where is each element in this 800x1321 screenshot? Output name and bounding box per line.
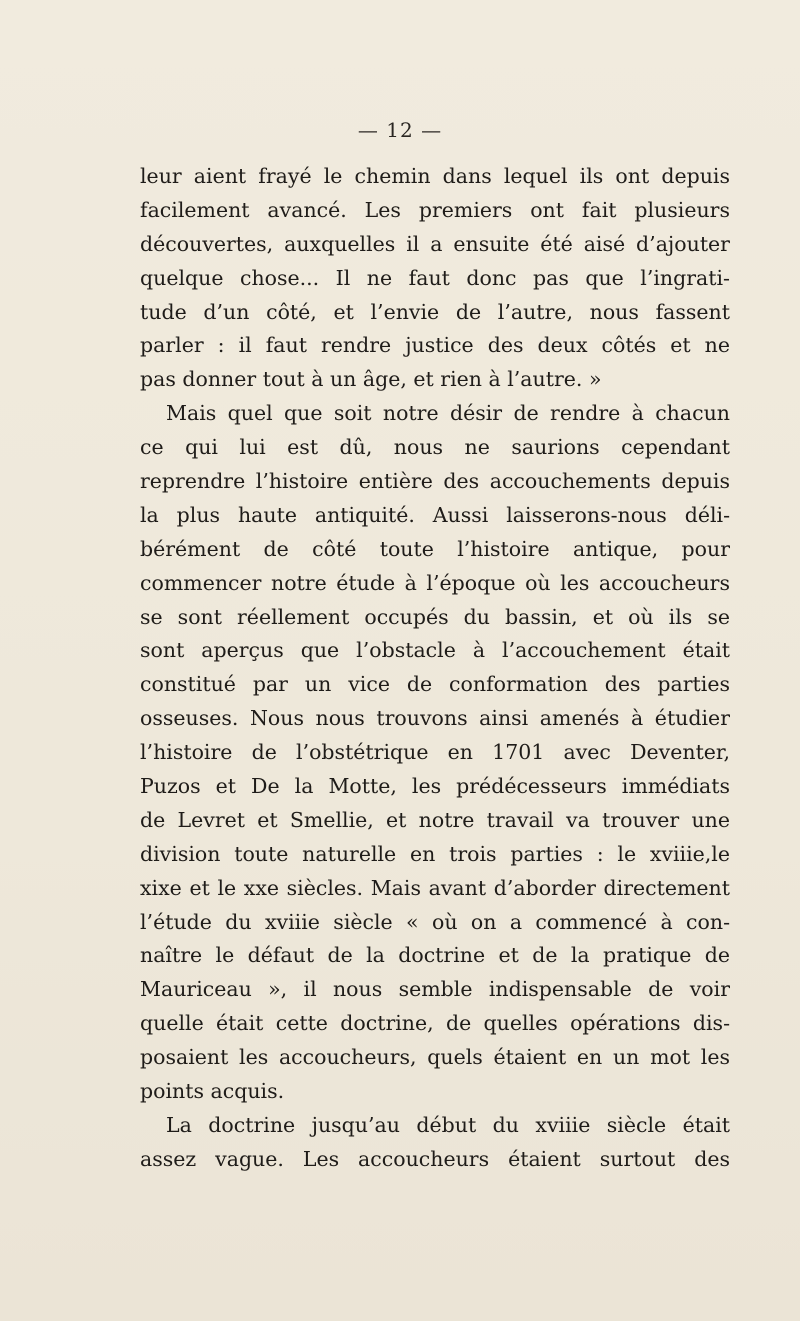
text-line: division toute naturelle en trois parties : le xviiie,le [140,841,730,866]
text-line: bérément de côté toute l’histoire antique, pour [140,536,730,561]
text-line: sont aperçus que l’obstacle à l’accouchement était [140,638,730,663]
text-line: ce qui lui est dû, nous ne saurions cependant [140,435,730,460]
text-line: Mais quel que soit notre désir de rendre à chacun [166,401,730,426]
text-line: La doctrine jusqu’au début du xviiie siècle était [166,1112,730,1137]
text-line: commencer notre étude à l’époque où les accoucheurs [140,570,730,595]
text-line: posaient les accoucheurs, quels étaient en un mot les [140,1045,730,1070]
text-line: quelque chose... Il ne faut donc pas que l’ingrati- [140,265,730,290]
text-line: tude d’un côté, et l’envie de l’autre, nous fassent [140,299,730,324]
text-line: constitué par un vice de conformation des parties [140,672,730,697]
text-line: la plus haute antiquité. Aussi laisserons-nous déli- [140,502,730,527]
text-line: assez vague. Les accoucheurs étaient surtout des [140,1146,730,1171]
text-line: facilement avancé. Les premiers ont fait plusieurs [140,197,730,222]
text-line: naître le défaut de la doctrine et de la pratique de [140,943,730,968]
page-number: — 12 — [357,118,443,142]
text-line: se sont réellement occupés du bassin, et où ils se [140,604,730,629]
text-line: parler : il faut rendre justice des deux côtés et ne [140,333,730,358]
text-line: xixe et le xxe siècles. Mais avant d’aborder directement [140,875,730,900]
text-line: pas donner tout à un âge, et rien à l’autre. » [140,367,602,392]
text-line: leur aient frayé le chemin dans lequel ils ont depuis [140,164,730,188]
text-line: quelle était cette doctrine, de quelles opérations dis- [140,1011,730,1036]
body-text [140,160,730,1177]
text-line: l’étude du xviiie siècle « où on a commencé à con- [140,909,730,934]
text-line: Mauriceau », il nous semble indispensable de voir [140,977,730,1002]
text-line: de Levret et Smellie, et notre travail va trouver une [140,807,730,832]
text-line: l’histoire de l’obstétrique en 1701 avec Deventer, [140,740,730,765]
text-line: points acquis. [140,1079,285,1104]
text-line: découvertes, auxquelles il a ensuite été aisé d’ajouter [140,231,730,256]
text-line: Puzos et De la Motte, les prédécesseurs immédiats [140,774,730,799]
text-line: osseuses. Nous nous trouvons ainsi amenés à étudier [140,706,730,731]
text-line: reprendre l’histoire entière des accouchements depuis [140,469,730,494]
